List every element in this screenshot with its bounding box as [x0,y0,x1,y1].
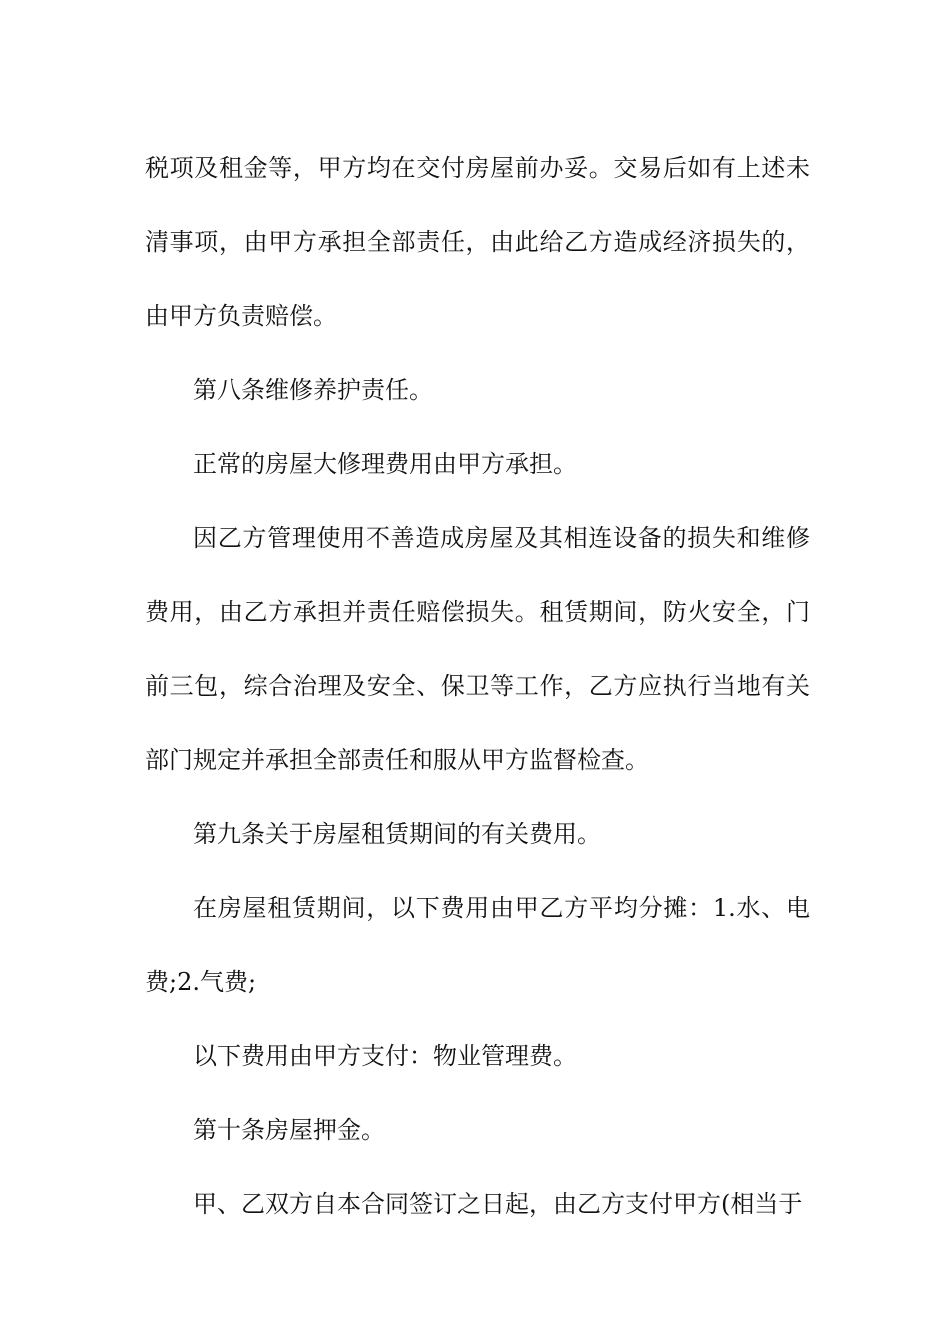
document-body [145,131,810,1241]
paragraph-major-repair: 正常的房屋大修理费用由甲方承担。 [193,450,577,478]
paragraph-shared-fees: 在房屋租赁期间，以下费用由甲乙方平均分摊：1.水、电费;2.气费; [145,894,810,996]
paragraph-deposit: 甲、乙双方自本合同签订之日起，由乙方支付甲方(相当于 [193,1190,803,1218]
paragraph-tenant-liability: 因乙方管理使用不善造成房屋及其相连设备的损失和维修费用，由乙方承担并责任赔偿损失。租赁期间，防火安全，门前三包，综合治理及安全、保卫等工作，乙方应执行当地有关部门规定并承担全部责任和服从甲方监督检查。 [145,524,810,774]
heading-article-8: 第八条维修养护责任。 [193,376,433,404]
paragraph-tax-rent: 税项及租金等，甲方均在交付房屋前办妥。交易后如有上述未清事项，由甲方承担全部责任，由此给乙方造成经济损失的，由甲方负责赔偿。 [145,154,810,330]
paragraph-landlord-fees: 以下费用由甲方支付：物业管理费。 [193,1042,577,1070]
heading-article-10: 第十条房屋押金。 [193,1116,385,1144]
heading-article-9: 第九条关于房屋租赁期间的有关费用。 [193,820,601,848]
